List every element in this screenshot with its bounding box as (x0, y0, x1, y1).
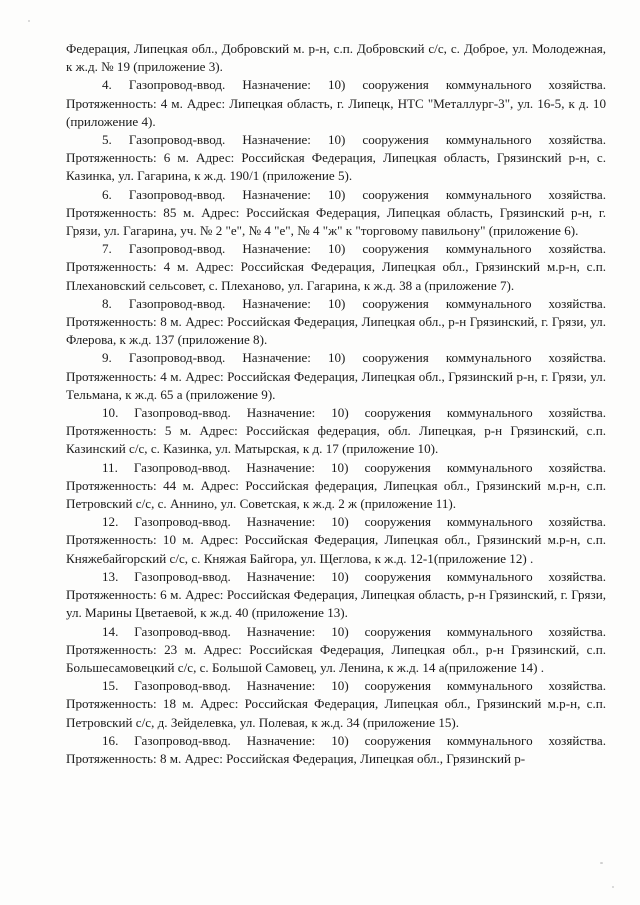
paragraph-item-4: 4. Газопровод-ввод. Назначение: 10) сооружения коммунального хозяйства. Протяженность: 4 м. Адрес: Липецкая область, г. Липецк, НТС "Металлург-3", ул. 16-5, к д. 10 (приложение 4). (66, 77, 606, 129)
paragraph-item-8: 8. Газопровод-ввод. Назначение: 10) сооружения коммунального хозяйства. Протяженность: 8 м. Адрес: Российская Федерация, Липецкая обл., р-н Грязинский, г. Грязи, ул. Флерова, к ж.д. 137 (приложение 8). (66, 295, 606, 348)
scan-speck (28, 20, 30, 22)
scan-speck (612, 886, 614, 888)
paragraph-item-14: 14. Газопровод-ввод. Назначение: 10) сооружения коммунального хозяйства. Протяженность: 23 м. Адрес: Российская Федерация, Липецкая обл., р-н Грязинский, с.п. Большесамовецкий с/с, с. Большой Самовец, ул. Ленина, к ж.д. 14 а(приложение 14) . (66, 623, 606, 675)
paragraph-item-6: 6. Газопровод-ввод. Назначение: 10) сооружения коммунального хозяйства. Протяженность: 85 м. Адрес: Российская Федерация, Липецкая область, Грязинский р-н, г. Грязи, ул. Гагарина, уч. № 2 "е", № 4 "е", № 4 "ж" к "торговому павильону" (приложение 6). (66, 186, 606, 239)
scan-speck (600, 862, 603, 864)
document-body (66, 40, 606, 768)
paragraph-item-16: 16. Газопровод-ввод. Назначение: 10) сооружения коммунального хозяйства. Протяженность: 8 м. Адрес: Российская Федерация, Липецкая обл., Грязинский р- (66, 732, 606, 766)
paragraph-item-5: 5. Газопровод-ввод. Назначение: 10) сооружения коммунального хозяйства. Протяженность: 6 м. Адрес: Российская Федерация, Липецкая область, Грязинский р-н, с. Казинка, ул. Гагарина, к ж.д. 190/1 (приложение 5). (66, 132, 606, 184)
paragraph-continuation: Федерация, Липецкая обл., Добровский м. р-н, с.п. Добровский с/с, с. Доброе, ул. Молодежная, к ж.д. № 19 (приложение 3). (66, 41, 606, 75)
paragraph-item-12: 12. Газопровод-ввод. Назначение: 10) сооружения коммунального хозяйства. Протяженность: 10 м. Адрес: Российская Федерация, Липецкая обл., Грязинский м.р-н, с.п. Княжебайгорский с/с, с. Княжая Байгора, ул. Щеглова, к ж.д. 12-1(приложение 12) . (66, 514, 606, 566)
paragraph-item-9: 9. Газопровод-ввод. Назначение: 10) сооружения коммунального хозяйства. Протяженность: 4 м. Адрес: Российская Федерация, Липецкая обл., Грязинский р-н, г. Грязи, ул. Тельмана, к ж.д. 65 а (приложение 9). (66, 350, 606, 402)
paragraph-item-13: 13. Газопровод-ввод. Назначение: 10) сооружения коммунального хозяйства. Протяженность: 6 м. Адрес: Российская Федерация, Липецкая область, р-н Грязинский, г. Грязи, ул. Марины Цветаевой, к ж.д. 40 (приложение 13). (66, 568, 606, 621)
paragraph-item-10: 10. Газопровод-ввод. Назначение: 10) сооружения коммунального хозяйства. Протяженность: 5 м. Адрес: Российская федерация, обл. Липецкая, р-н Грязинский, с.п. Казинский с/с, с. Казинка, ул. Матырская, к д. 17 (приложение 10). (66, 405, 606, 457)
paragraph-item-15: 15. Газопровод-ввод. Назначение: 10) сооружения коммунального хозяйства. Протяженность: 18 м. Адрес: Российская Федерация, Липецкая обл., Грязинский м.р-н, с.п. Петровский с/с, д. Зейделевка, ул. Полевая, к ж.д. 34 (приложение 15). (66, 678, 606, 730)
paragraph-item-7: 7. Газопровод-ввод. Назначение: 10) сооружения коммунального хозяйства. Протяженность: 4 м. Адрес: Российская Федерация, Липецкая обл., Грязинский м.р-н, с.п. Плехановский сельсовет, с. Плеханово, ул. Гагарина, к ж.д. 38 а (приложение 7). (66, 241, 606, 293)
paragraph-item-11: 11. Газопровод-ввод. Назначение: 10) сооружения коммунального хозяйства. Протяженность: 44 м. Адрес: Российская федерация, Липецкая обл., Грязинский м.р-н, с.п. Петровский с/с, с. Аннино, ул. Советская, к ж.д. 2 ж (приложение 11). (66, 459, 606, 512)
